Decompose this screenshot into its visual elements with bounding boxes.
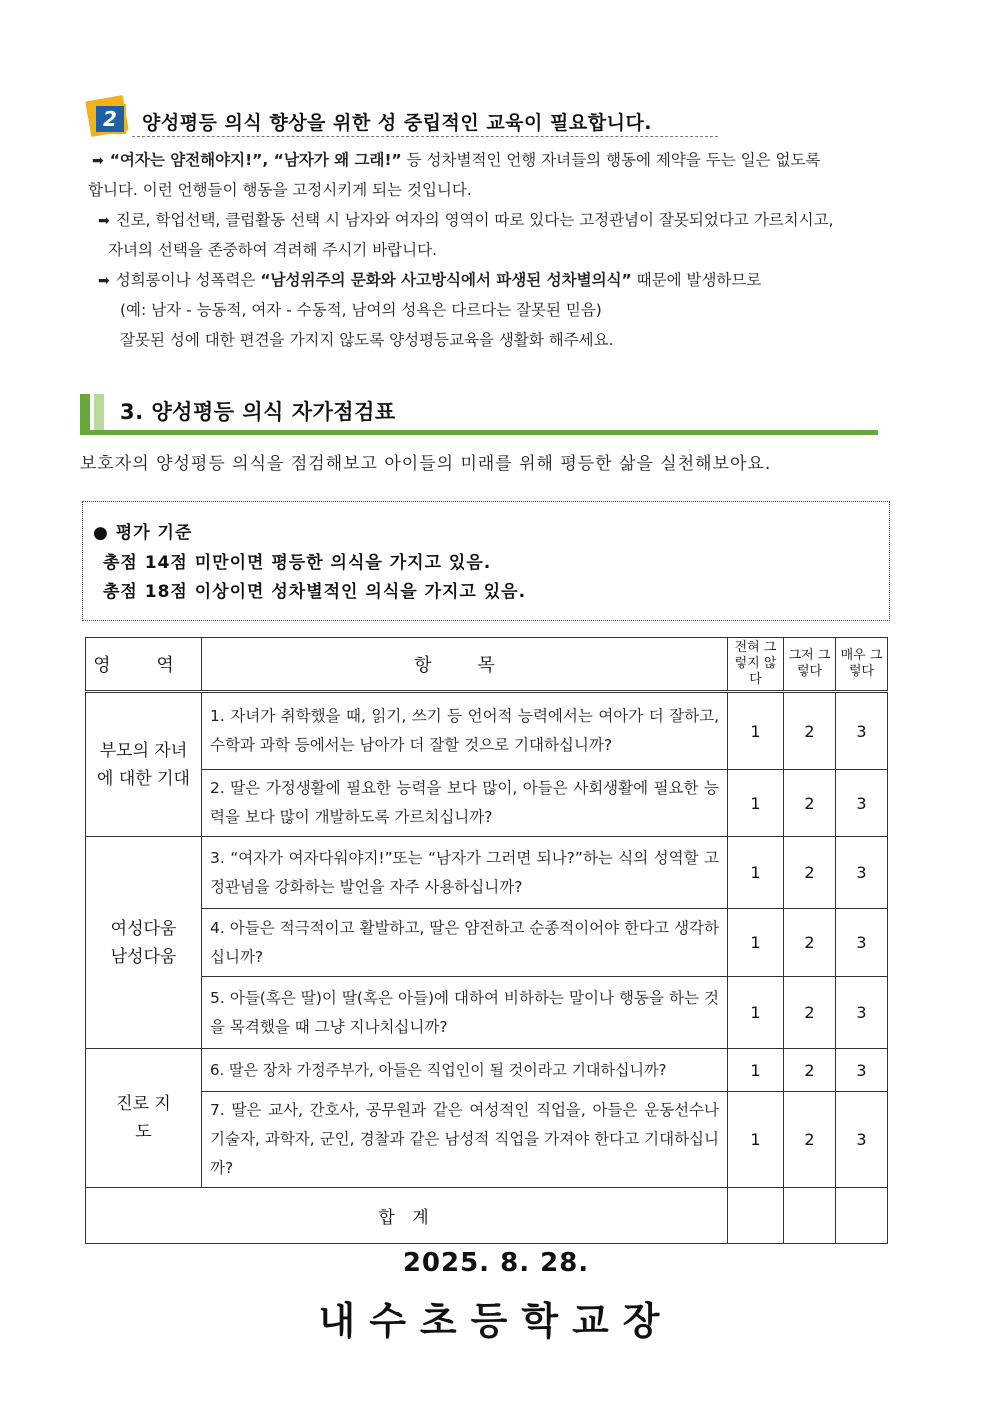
item-3: 3. “여자가 여자다워야지!”또는 “남자가 그러면 되나?”하는 식의 성역할 고정관념을 강화하는 발언을 자주 사용하십니까? [202, 837, 728, 909]
total-score-3[interactable] [836, 1188, 888, 1244]
score-2: 2 [784, 692, 836, 770]
criteria-heading: ● 평가 기준 [93, 523, 193, 543]
arrow-icon: ➡ [98, 273, 110, 289]
criteria-line-2: 총점 18점 이상이면 성차별적인 의식을 가지고 있음. [103, 582, 527, 602]
bullet-1-continuation: 합니다. 이런 언행들이 행동을 고정시키게 되는 것입니다. [88, 181, 472, 199]
header-item: 항 목 [202, 638, 728, 692]
document-date: 2025. 8. 28. [402, 1248, 590, 1278]
total-score-1[interactable] [728, 1188, 784, 1244]
item-6: 6. 딸은 장차 가정주부가, 아들은 직업인이 될 것이라고 기대하십니까? [202, 1049, 728, 1092]
item-5: 5. 아들(혹은 딸)이 딸(혹은 아들)에 대하여 비하하는 말이나 행동을 하는 것을 목격했을 때 그냥 지나치십니까? [202, 977, 728, 1049]
score-1: 1 [728, 1049, 784, 1092]
section-2-title: 양성평등 의식 향상을 위한 성 중립적인 교육이 필요합니다. [142, 112, 653, 134]
bullet-2-continuation: 자녀의 선택을 존중하여 격려해 주시기 바랍니다. [108, 241, 438, 259]
score-3: 3 [836, 837, 888, 909]
score-1: 1 [728, 909, 784, 977]
area-career-guidance: 진로 지도 [86, 1049, 202, 1188]
item-2: 2. 딸은 가정생활에 필요한 능력을 보다 많이, 아들은 사회생활에 필요한 능력을 보다 많이 개발하도록 가르치십니까? [202, 770, 728, 837]
header-not-at-all: 전혀 그렇지 않다 [728, 638, 784, 692]
score-3: 3 [836, 692, 888, 770]
bullet-icon: ● [93, 523, 109, 543]
score-3: 3 [836, 1049, 888, 1092]
score-2: 2 [784, 837, 836, 909]
bullet-2: ➡ 진로, 학업선택, 클럽활동 선택 시 남자와 여자의 영역이 따로 있다는 고정관념이 잘못되었다고 가르치시고, [98, 211, 834, 229]
score-1: 1 [728, 692, 784, 770]
score-3: 3 [836, 1092, 888, 1188]
bullet-1: ➡ “여자는 얌전해야지!”, “남자가 왜 그래!” 등 성차별적인 언행 자녀들의 행동에 제약을 두는 일은 없도록 [92, 151, 821, 169]
score-1: 1 [728, 770, 784, 837]
area-parents-expectation: 부모의 자녀에 대한 기대 [86, 692, 202, 837]
header-area: 영 역 [86, 638, 202, 692]
item-1: 1. 자녀가 취학했을 때, 읽기, 쓰기 등 언어적 능력에서는 여아가 더 잘하고, 수학과 과학 등에서는 남아가 더 잘할 것으로 기대하십니까? [202, 692, 728, 770]
score-2: 2 [784, 977, 836, 1049]
header-very: 매우 그렇다 [836, 638, 888, 692]
total-score-2[interactable] [784, 1188, 836, 1244]
table-row [86, 909, 888, 977]
score-1: 1 [728, 837, 784, 909]
table-row [86, 770, 888, 837]
table-row [86, 1049, 888, 1092]
total-row [86, 1188, 888, 1244]
section-3-title: 3. 양성평등 의식 자가점검표 [120, 400, 396, 424]
arrow-icon: ➡ [92, 153, 104, 169]
score-2: 2 [784, 1092, 836, 1188]
item-7: 7. 딸은 교사, 간호사, 공무원과 같은 여성적인 직업을, 아들은 운동선수나 기술자, 과학자, 군인, 경찰과 같은 남성적 직업을 가져야 한다고 기대하십니까? [202, 1092, 728, 1188]
section-3-heading [80, 390, 878, 436]
table-row [86, 692, 888, 770]
section-number-badge: 2 [82, 96, 128, 138]
score-3: 3 [836, 977, 888, 1049]
area-femininity-masculinity: 여성다움 남성다움 [86, 837, 202, 1049]
table-row [86, 837, 888, 909]
evaluation-criteria-box [82, 501, 890, 621]
score-1: 1 [728, 1092, 784, 1188]
total-label: 합 계 [86, 1188, 728, 1244]
arrow-icon: ➡ [98, 213, 110, 229]
self-check-table [85, 637, 888, 1244]
table-header-row [86, 638, 888, 692]
score-3: 3 [836, 770, 888, 837]
school-principal-signature: 내수초등학교장 [318, 1299, 674, 1343]
score-2: 2 [784, 770, 836, 837]
score-2: 2 [784, 909, 836, 977]
score-3: 3 [836, 909, 888, 977]
section-2-heading [82, 96, 718, 138]
score-2: 2 [784, 1049, 836, 1092]
criteria-line-1: 총점 14점 미만이면 평등한 의식을 가지고 있음. [103, 553, 492, 573]
checklist-intro: 보호자의 양성평등 의식을 점검해보고 아이들의 미래를 위해 평등한 삶을 실천해보아요. [80, 454, 772, 474]
table-row [86, 1092, 888, 1188]
item-4: 4. 아들은 적극적이고 활발하고, 딸은 얌전하고 순종적이어야 한다고 생각하십니까? [202, 909, 728, 977]
bullet-3: ➡ 성희롱이나 성폭력은 “남성위주의 문화와 사고방식에서 파생된 성차별의식” 때문에 발생하므로 [98, 271, 762, 289]
score-1: 1 [728, 977, 784, 1049]
table-row [86, 977, 888, 1049]
bullet-3-advice: 잘못된 성에 대한 편견을 가지지 않도록 양성평등교육을 생활화 해주세요. [120, 331, 614, 349]
header-neutral: 그저 그렇다 [784, 638, 836, 692]
bullet-3-example: (예: 남자 - 능동적, 여자 - 수동적, 남여의 성욕은 다르다는 잘못된 믿음) [120, 301, 602, 319]
